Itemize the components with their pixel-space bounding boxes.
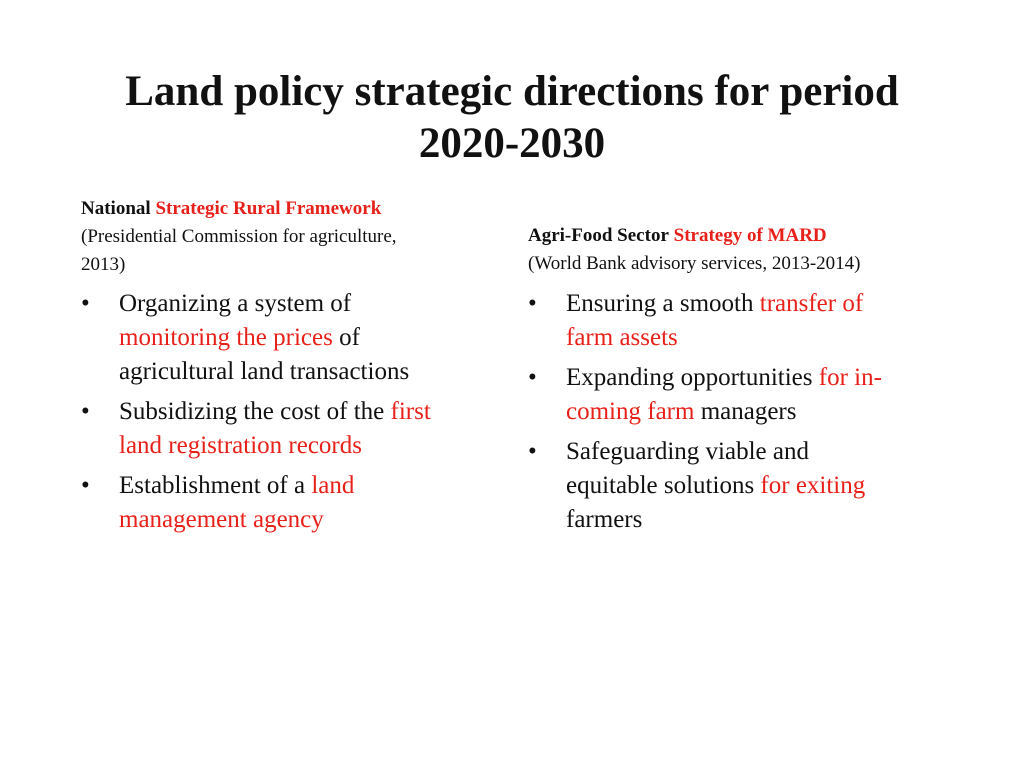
right-bullet-2-text: Expanding opportunities: [566, 364, 819, 391]
bullet-icon: •: [81, 472, 90, 499]
left-bullet-1-line-3: agricultural land transactions: [119, 358, 410, 385]
list-item: [81, 287, 431, 389]
left-bullet-1-line-2-tail: of: [332, 324, 360, 351]
bullet-icon: •: [528, 364, 537, 391]
list-item: [528, 287, 882, 355]
right-heading-black: Agri-Food Sector: [528, 225, 669, 246]
left-bullet-2-highlight-b: land registration records: [119, 432, 362, 459]
right-bullet-1-highlight-a: transfer of: [759, 290, 864, 317]
left-column-heading: [81, 195, 397, 279]
left-bullet-3-highlight-b: management agency: [119, 506, 324, 533]
left-heading-red: Strategic Rural Framework: [155, 198, 382, 219]
right-bullet-2-line-2: [566, 395, 882, 429]
list-item: [81, 469, 431, 537]
right-bullet-3-highlight: for exiting: [760, 472, 866, 499]
left-bullet-3-line-1: [119, 469, 431, 503]
right-bullet-list: [528, 287, 882, 543]
right-bullet-3-line-3: farmers: [566, 506, 643, 533]
right-bullet-3-text: equitable solutions: [566, 472, 761, 499]
right-heading-red: Strategy of MARD: [673, 225, 827, 246]
left-bullet-2-line-1: [119, 395, 431, 429]
right-bullet-2-tail: managers: [694, 398, 797, 425]
left-subtitle-line-1: (Presidential Commission for agriculture,: [81, 226, 397, 247]
left-bullet-1-line-2: [119, 321, 431, 355]
slide-title: [60, 66, 964, 170]
left-bullet-2-highlight-a: first: [390, 398, 431, 425]
right-bullet-1-text: Ensuring a smooth: [566, 290, 760, 317]
left-bullet-1-highlight: monitoring the prices: [119, 324, 333, 351]
right-subtitle: (World Bank advisory services, 2013-2014): [528, 253, 861, 274]
right-bullet-3-line-1: Safeguarding viable and: [566, 438, 809, 465]
bullet-icon: •: [528, 438, 537, 465]
list-item: [528, 361, 882, 429]
list-item: [528, 435, 882, 537]
right-bullet-2-line-1: [566, 361, 882, 395]
right-column-heading: [528, 222, 860, 278]
left-subtitle-line-2: 2013): [81, 254, 126, 275]
right-bullet-3-line-2: [566, 469, 882, 503]
slide-title-line-2: 2020-2030: [418, 120, 606, 167]
right-bullet-1-line-1: [566, 287, 882, 321]
left-bullet-3-text: Establishment of a: [119, 472, 312, 499]
left-heading-black: National: [81, 198, 151, 219]
left-bullet-3-highlight-a: land: [311, 472, 355, 499]
right-bullet-2-highlight-b: coming farm: [566, 398, 695, 425]
bullet-icon: •: [528, 290, 537, 317]
left-bullet-1-line-1: Organizing a system of: [119, 290, 352, 317]
list-item: [81, 395, 431, 463]
slide-title-line-1: Land policy strategic directions for period: [125, 68, 899, 115]
bullet-icon: •: [81, 398, 90, 425]
right-bullet-2-highlight-a: for in-: [818, 364, 882, 391]
left-bullet-list: [81, 287, 431, 543]
bullet-icon: •: [81, 290, 90, 317]
right-bullet-1-highlight-b: farm assets: [566, 324, 678, 351]
left-bullet-2-text: Subsidizing the cost of the: [119, 398, 391, 425]
